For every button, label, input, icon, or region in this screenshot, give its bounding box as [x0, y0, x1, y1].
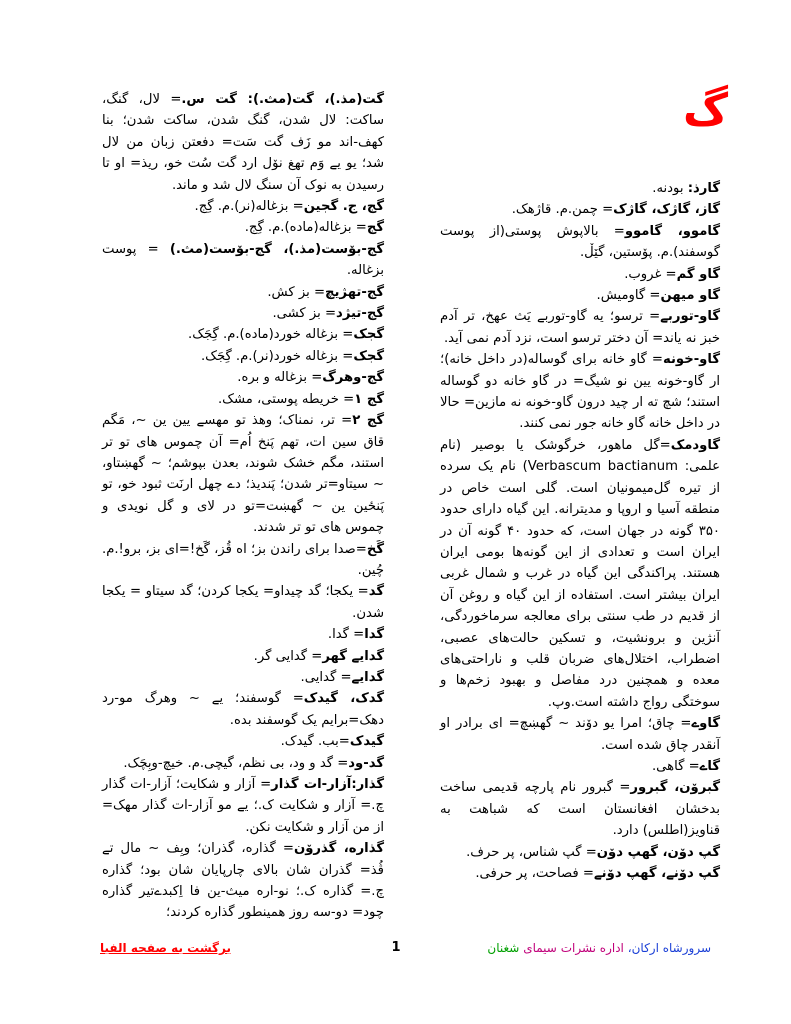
entry-definition: = گد و ود، بی نظم، گیچی.م. خیچ-وبِچَک. [123, 755, 349, 771]
dictionary-entry [102, 89, 384, 196]
dictionary-entry [102, 688, 384, 731]
credit-author: سرورشاه ارکان، [627, 941, 711, 955]
entry-headword: گپ دۆنے، گهپ دۆنے [593, 866, 720, 881]
entry-headword: گاو میهن [660, 288, 720, 304]
entry-definition: = گدا. [327, 627, 365, 643]
entry-headword: گج ۲ [352, 413, 385, 429]
dictionary-entry [102, 731, 384, 752]
page-number: 1 [391, 940, 401, 955]
entry-definition: = گدایی گر. [253, 648, 323, 664]
dictionary-entry [102, 838, 384, 924]
entry-definition: = خریطه پوستی، مشک. [217, 391, 355, 407]
entry-headword: گدایے [351, 669, 384, 685]
right-column [440, 178, 720, 884]
dictionary-entry [440, 713, 720, 756]
dictionary-entry [102, 667, 384, 688]
entry-headword: گذار:آزار-ات گذار [271, 777, 384, 792]
footer-credit [476, 940, 711, 956]
dictionary-entry [102, 624, 384, 645]
entry-headword: گج-تیژد [336, 306, 384, 322]
entry-headword: گج ۱ [354, 391, 384, 407]
credit-name-a: سیمای [523, 941, 557, 955]
section-letter: گ [682, 85, 728, 136]
entry-definition: =صدا برای راندن بز؛ اه قُز، گَخ!=ای بز، برو!.م. چُین. [102, 541, 384, 578]
dictionary-entry [440, 264, 720, 285]
entry-headword: گج [366, 220, 384, 236]
entry-headword: گاموو، گاموو [624, 223, 720, 239]
entry-definition: = بزغاله و بره. [237, 370, 323, 386]
entry-headword: گاودمک [670, 437, 720, 453]
entry-headword: گت(مذ.)، گت(مث.): گت س. [181, 92, 384, 107]
entry-headword: گارذ: [687, 181, 720, 196]
entry-headword: گج، ج. گجین [303, 199, 384, 215]
dictionary-entry [102, 217, 384, 238]
entry-definition: بودنه. [652, 181, 688, 196]
entry-definition: = آزار و شکایت؛ آزار-ات گذار چ.= آزار و شکایت ک.؛ یے مو آزار-ات گذار مهک= از من آزار و شکایت نکن. [102, 777, 384, 835]
entry-definition: = گذاره، گذران؛ وبِف ~ مال تے ڤُذ= گذران شان بالای چارپایان شان بود؛ گذاره چ.= گذاره ک.؛ نو-اره میث-ین فا اِکبدےتیر گذاره چود= دو-سه روز همینطور گذاره کردند؛ [102, 841, 384, 921]
entry-definition: = چاق؛ امرا یو دۆند ~ گهښچ= ای برادر او آنقدر چاق شده است. [440, 716, 720, 753]
dictionary-entry [102, 239, 384, 282]
dictionary-entry [440, 756, 720, 777]
entry-definition: = یکجا؛ گد چیداو= یکجا کردن؛ گد سیتاو = یکجا شدن. [102, 584, 384, 621]
entry-definition: = ترسو؛ یه گاو-توربے یَث عهخ، تر آدم خبز نه یاند= آن دختر ترسو است، نزد آدم نمی آید. [440, 309, 720, 346]
entry-headword: گبرۆن، گبرور [630, 780, 721, 796]
dictionary-entry [102, 410, 384, 538]
back-to-alphabet-link[interactable]: برگشت به صفحه الفبا [100, 941, 231, 955]
entry-definition: = فصاحت، پر حرفی. [475, 866, 594, 881]
dictionary-entry [440, 199, 720, 220]
entry-definition-continued: ) نام یک سرده از تیره گل‌میمونیان است. گلی است خاص در منطقه آسیا و اروپا و مدیترانه. این گیاه دارای حدود ۳۵۰ گونه در جهان است، که حدود ۴۰ گونه آن در ایران است و تعدادی از این گونه‌ها بومی ایران هستند. پراکندگی این گیاه در غرب و شمال غربی ایران بیشتر است. استفاده از این گیاه و روغن آن از قدیم در طب سنتی برای معالجه سرماخوردگی، آنژین و برونشیت، و تسکین حالت‌های عصبی، اضطراب، اختلال‌های ضربان قلب و ناراحتی‌های معده و همچنین درد مفاصل و بهبود زخم‌ها و سوختگی رواج داشته است.وپ. [440, 459, 721, 710]
entry-definition: = چمن.م. قاژهک. [511, 202, 614, 218]
entry-definition: = بز کشی. [272, 306, 337, 322]
entry-headword: گج-بۆست(مذ.)، گج-بۆست(مث.) [169, 241, 384, 257]
entry-definition: = تر، نمناک؛ وهذ تو مهسے یین ین ~، مَگم قاق سین ات، تهم پَنخ اُم= آن چموس های تو تر استند، مگم خشک شوند، بعدن بپوشم؛ ~ گهښتاو، ~ سیتاو=تر شدن؛ پَندیذ؛ دے چهل ارنَت ثبود خو، تو پَنځین ین ~ گهښت=تو در لای و گل نویدی و چموس های تو تر شدند. [102, 413, 384, 536]
entry-definition: = گپ شناس، پر حرف. [466, 844, 597, 860]
dictionary-entry [440, 777, 720, 841]
dictionary-entry [102, 539, 384, 582]
entry-definition: = گاهی. [651, 758, 700, 774]
entry-headword: گد-ود [348, 755, 384, 771]
entry-latin-name: Verbascum bactianum [527, 459, 678, 475]
entry-headword: گد [368, 584, 384, 600]
entry-definition: = لال، گنگ، ساکت: لال شدن، گنگ شدن، ساکت شدن؛ بنا کهف-اند مو زَف گت سَت= دفعتن زبان من لال شد؛ یو یے وَم تهغ نۆل ارد گت سُت خو، ریذ= او تا رسیدن به نوک آن سنگ لال شد و ماند. [102, 92, 384, 193]
dictionary-entry [102, 346, 384, 367]
entry-headword: گاے [699, 758, 720, 774]
entry-headword: گدایے گهر [322, 648, 384, 664]
credit-publisher: اداره نشرات [560, 941, 624, 955]
dictionary-entry [440, 435, 720, 713]
entry-definition: = بزغاله خورد(نر).م. گِجَک. [200, 348, 354, 364]
entry-headword: گدک، گیدک [303, 691, 384, 707]
dictionary-entry [440, 863, 720, 884]
entry-headword: گجک [353, 348, 384, 364]
dictionary-entry [102, 753, 384, 774]
entry-definition: = گاومیش. [596, 288, 661, 304]
entry-definition: = گاو خانه برای گوساله(در داخل خانه)؛ ار گاو-خونه یین نو شیگ= در گاو خانه دو گوساله استند؛ شچ ته ار چید درون گاو-خونه نه مازین= حالا در داخل خانه گاو خانه جور نمی کنند. [440, 352, 720, 432]
entry-headword: گیدک [349, 734, 384, 750]
dictionary-entry [102, 324, 384, 345]
entry-definition: = پوست بزغاله. [102, 241, 384, 279]
entry-headword: گجک [353, 327, 384, 343]
dictionary-entry [440, 285, 720, 306]
dictionary-entry [102, 367, 384, 388]
entry-definition: = بز کش. [267, 284, 326, 300]
dictionary-entry [102, 646, 384, 667]
dictionary-entry [440, 349, 720, 435]
dictionary-entry [440, 221, 720, 264]
entry-definition: = گوسفند؛ یے ~ وهرگ مو-رد دهک=برایم یک گوسفند بده. [102, 691, 384, 728]
dictionary-entry [102, 774, 384, 838]
entry-definition: =گل ماهور، خرگوشک یا بوصیر (نام علمی: [440, 437, 720, 475]
entry-definition: = غروب. [624, 266, 677, 282]
entry-headword: گاز، گاژک، گاژک [613, 202, 720, 218]
dictionary-entry [440, 842, 720, 863]
entry-headword: گج-وهرگ [322, 370, 384, 386]
left-column [102, 89, 384, 924]
entry-definition: = گدایی. [300, 669, 352, 685]
entry-definition: = بزغاله خورد(ماده).م. گِجَک. [188, 327, 354, 343]
dictionary-entry [102, 196, 384, 217]
entry-headword: گذاره، گذرۆن [293, 841, 384, 857]
dictionary-entry [102, 389, 384, 410]
dictionary-entry [440, 306, 720, 349]
dictionary-entry [102, 303, 384, 324]
entry-headword: گاو-توربے [660, 309, 720, 325]
dictionary-entry [102, 581, 384, 624]
entry-headword: گپ دۆن، گهپ دۆن [596, 844, 720, 860]
entry-headword: گدا [364, 627, 384, 643]
entry-definition: = گبرور نام پارچه قدیمی ساخت بدخشان افغانستان است که شباهت به قناویز(اطلس) دارد. [440, 780, 720, 839]
entry-headword: گاو گم [676, 266, 720, 282]
entry-definition: = بزغاله(ماده).م. گِج. [244, 220, 367, 236]
entry-definition: =بب. گیدک. [280, 734, 350, 750]
entry-headword: گاو-خونه [662, 352, 720, 368]
entry-headword: گَخ [366, 541, 384, 557]
entry-headword: گاوے [691, 716, 720, 732]
dictionary-entry [440, 178, 720, 199]
dictionary-entry [102, 282, 384, 303]
credit-name-b: شغنان [487, 941, 520, 955]
entry-headword: گج-تهژیچ [325, 284, 384, 300]
entry-definition: = بزغاله(نر).م. گِج. [194, 199, 304, 215]
entry-definition: = بالاپوش پوستی(از پوست گوسفند).م. پۆستین، گێڵ. [440, 223, 720, 261]
